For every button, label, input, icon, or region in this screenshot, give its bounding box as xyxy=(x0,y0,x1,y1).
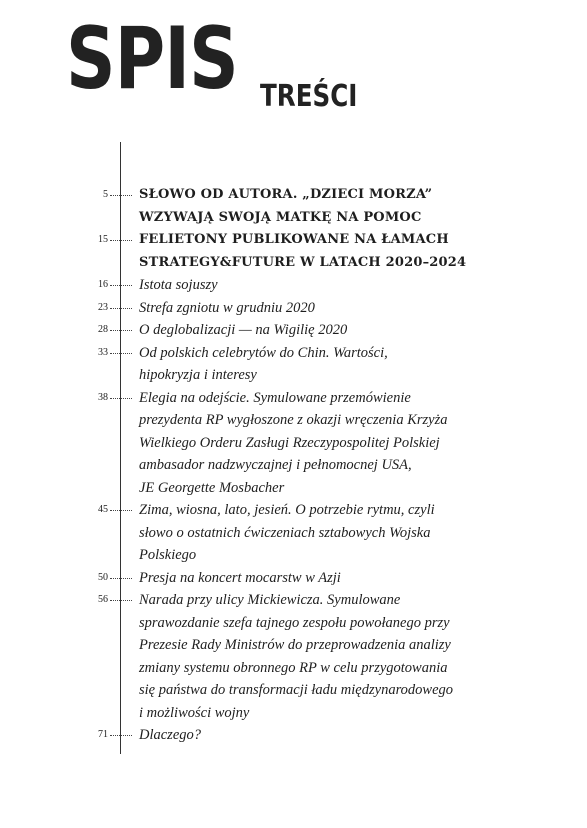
toc-title-line: Polskiego xyxy=(139,547,197,563)
toc-title-line: SŁOWO OD AUTORA. „DZIECI MORZA” xyxy=(139,187,433,202)
toc-page-number: 5 xyxy=(103,189,108,200)
toc-title-line: STRATEGY&FUTURE W LATACH 2020–2024 xyxy=(139,254,467,270)
toc-entry xyxy=(0,342,587,387)
toc-page-number: 15 xyxy=(98,234,108,245)
toc-entry xyxy=(0,589,587,724)
toc-leader-dots xyxy=(110,578,132,579)
toc-page-number: 71 xyxy=(98,729,108,740)
toc-article-title xyxy=(139,724,484,747)
toc-page-number: 45 xyxy=(98,504,108,515)
toc-page-number: 23 xyxy=(98,301,108,313)
toc-leader-dots xyxy=(110,735,132,736)
toc-title-line: słowo o ostatnich ćwiczeniach sztabowych Wojska xyxy=(139,524,431,541)
toc-title-line: Presja na koncert mocarstw w Azji xyxy=(139,569,341,586)
page-title: SPIS xyxy=(66,9,238,109)
toc-title-line: Strefa zgniotu w grudniu 2020 xyxy=(139,299,315,316)
toc-article-title xyxy=(139,342,484,387)
toc-title-line: ambasador nadzwyczajnej i pełnomocnej USA, xyxy=(139,457,412,473)
toc-article-title xyxy=(139,319,484,342)
toc-title-line: Istota sojuszy xyxy=(139,277,218,293)
toc-article-title xyxy=(139,589,484,724)
toc-leader-dots xyxy=(110,195,132,196)
toc-article-title xyxy=(139,567,484,590)
toc-title-line: Dlaczego? xyxy=(139,727,202,743)
toc-title-line: zmiany systemu obronnego RP w celu przygotowania xyxy=(139,659,448,676)
toc-title-line: hipokryzja i interesy xyxy=(139,367,257,383)
toc-section-title xyxy=(139,184,484,229)
toc-entry xyxy=(0,229,587,274)
toc-leader-dots xyxy=(110,308,132,309)
toc-page-number: 38 xyxy=(98,391,108,403)
toc-page-number: 28 xyxy=(98,324,108,335)
toc-title-line: O deglobalizacji — na Wigilię 2020 xyxy=(139,322,348,338)
toc-title-line: Prezesie Rady Ministrów do przeprowadzenia analizy xyxy=(139,637,451,653)
toc-entry xyxy=(0,387,587,500)
toc-title-line: Zima, wiosna, lato, jesień. O potrzebie rytmu, czyli xyxy=(139,502,435,518)
toc-leader-dots xyxy=(110,600,132,601)
toc-entry xyxy=(0,184,587,229)
toc-entry xyxy=(0,499,587,567)
toc-entry xyxy=(0,567,587,590)
toc-entry xyxy=(0,724,587,747)
toc-leader-dots xyxy=(110,240,132,241)
toc-entry xyxy=(0,274,587,297)
toc-title-line: prezydenta RP wygłoszone z okazji wręczenia Krzyża xyxy=(139,412,448,428)
toc-page-number: 56 xyxy=(98,594,108,605)
toc-leader-dots xyxy=(110,398,132,399)
toc-leader-dots xyxy=(110,510,132,511)
toc-section-title xyxy=(139,229,484,274)
table-of-contents xyxy=(0,184,587,747)
toc-page-number: 33 xyxy=(98,346,108,358)
toc-title-line: Wielkiego Orderu Zasługi Rzeczypospolitej Polskiej xyxy=(139,434,440,451)
toc-page-number: 16 xyxy=(98,279,108,290)
page-subtitle: TREŚCI xyxy=(260,79,358,114)
toc-title-line: i możliwości wojny xyxy=(139,704,250,721)
toc-article-title xyxy=(139,499,484,567)
toc-title-line: Elegia na odejście. Symulowane przemówienie xyxy=(139,389,411,406)
toc-article-title xyxy=(139,387,484,500)
toc-article-title xyxy=(139,274,484,297)
toc-article-title xyxy=(139,297,484,320)
toc-title-line: Od polskich celebrytów do Chin. Wartości, xyxy=(139,344,388,361)
toc-page-number: 50 xyxy=(98,571,108,583)
toc-leader-dots xyxy=(110,330,132,331)
toc-entry xyxy=(0,297,587,320)
toc-leader-dots xyxy=(110,285,132,286)
toc-leader-dots xyxy=(110,353,132,354)
toc-title-line: Narada przy ulicy Mickiewicza. Symulowane xyxy=(139,592,401,608)
toc-title-line: WZYWAJĄ SWOJĄ MATKĘ NA POMOC xyxy=(139,209,422,225)
toc-entry xyxy=(0,319,587,342)
toc-title-line: JE Georgette Mosbacher xyxy=(139,479,285,496)
toc-title-line: FELIETONY PUBLIKOWANE NA ŁAMACH xyxy=(139,232,449,247)
toc-title-line: się państwa do transformacji ładu międzynarodowego xyxy=(139,682,454,698)
toc-title-line: sprawozdanie szefa tajnego zespołu powołanego przy xyxy=(139,614,450,631)
